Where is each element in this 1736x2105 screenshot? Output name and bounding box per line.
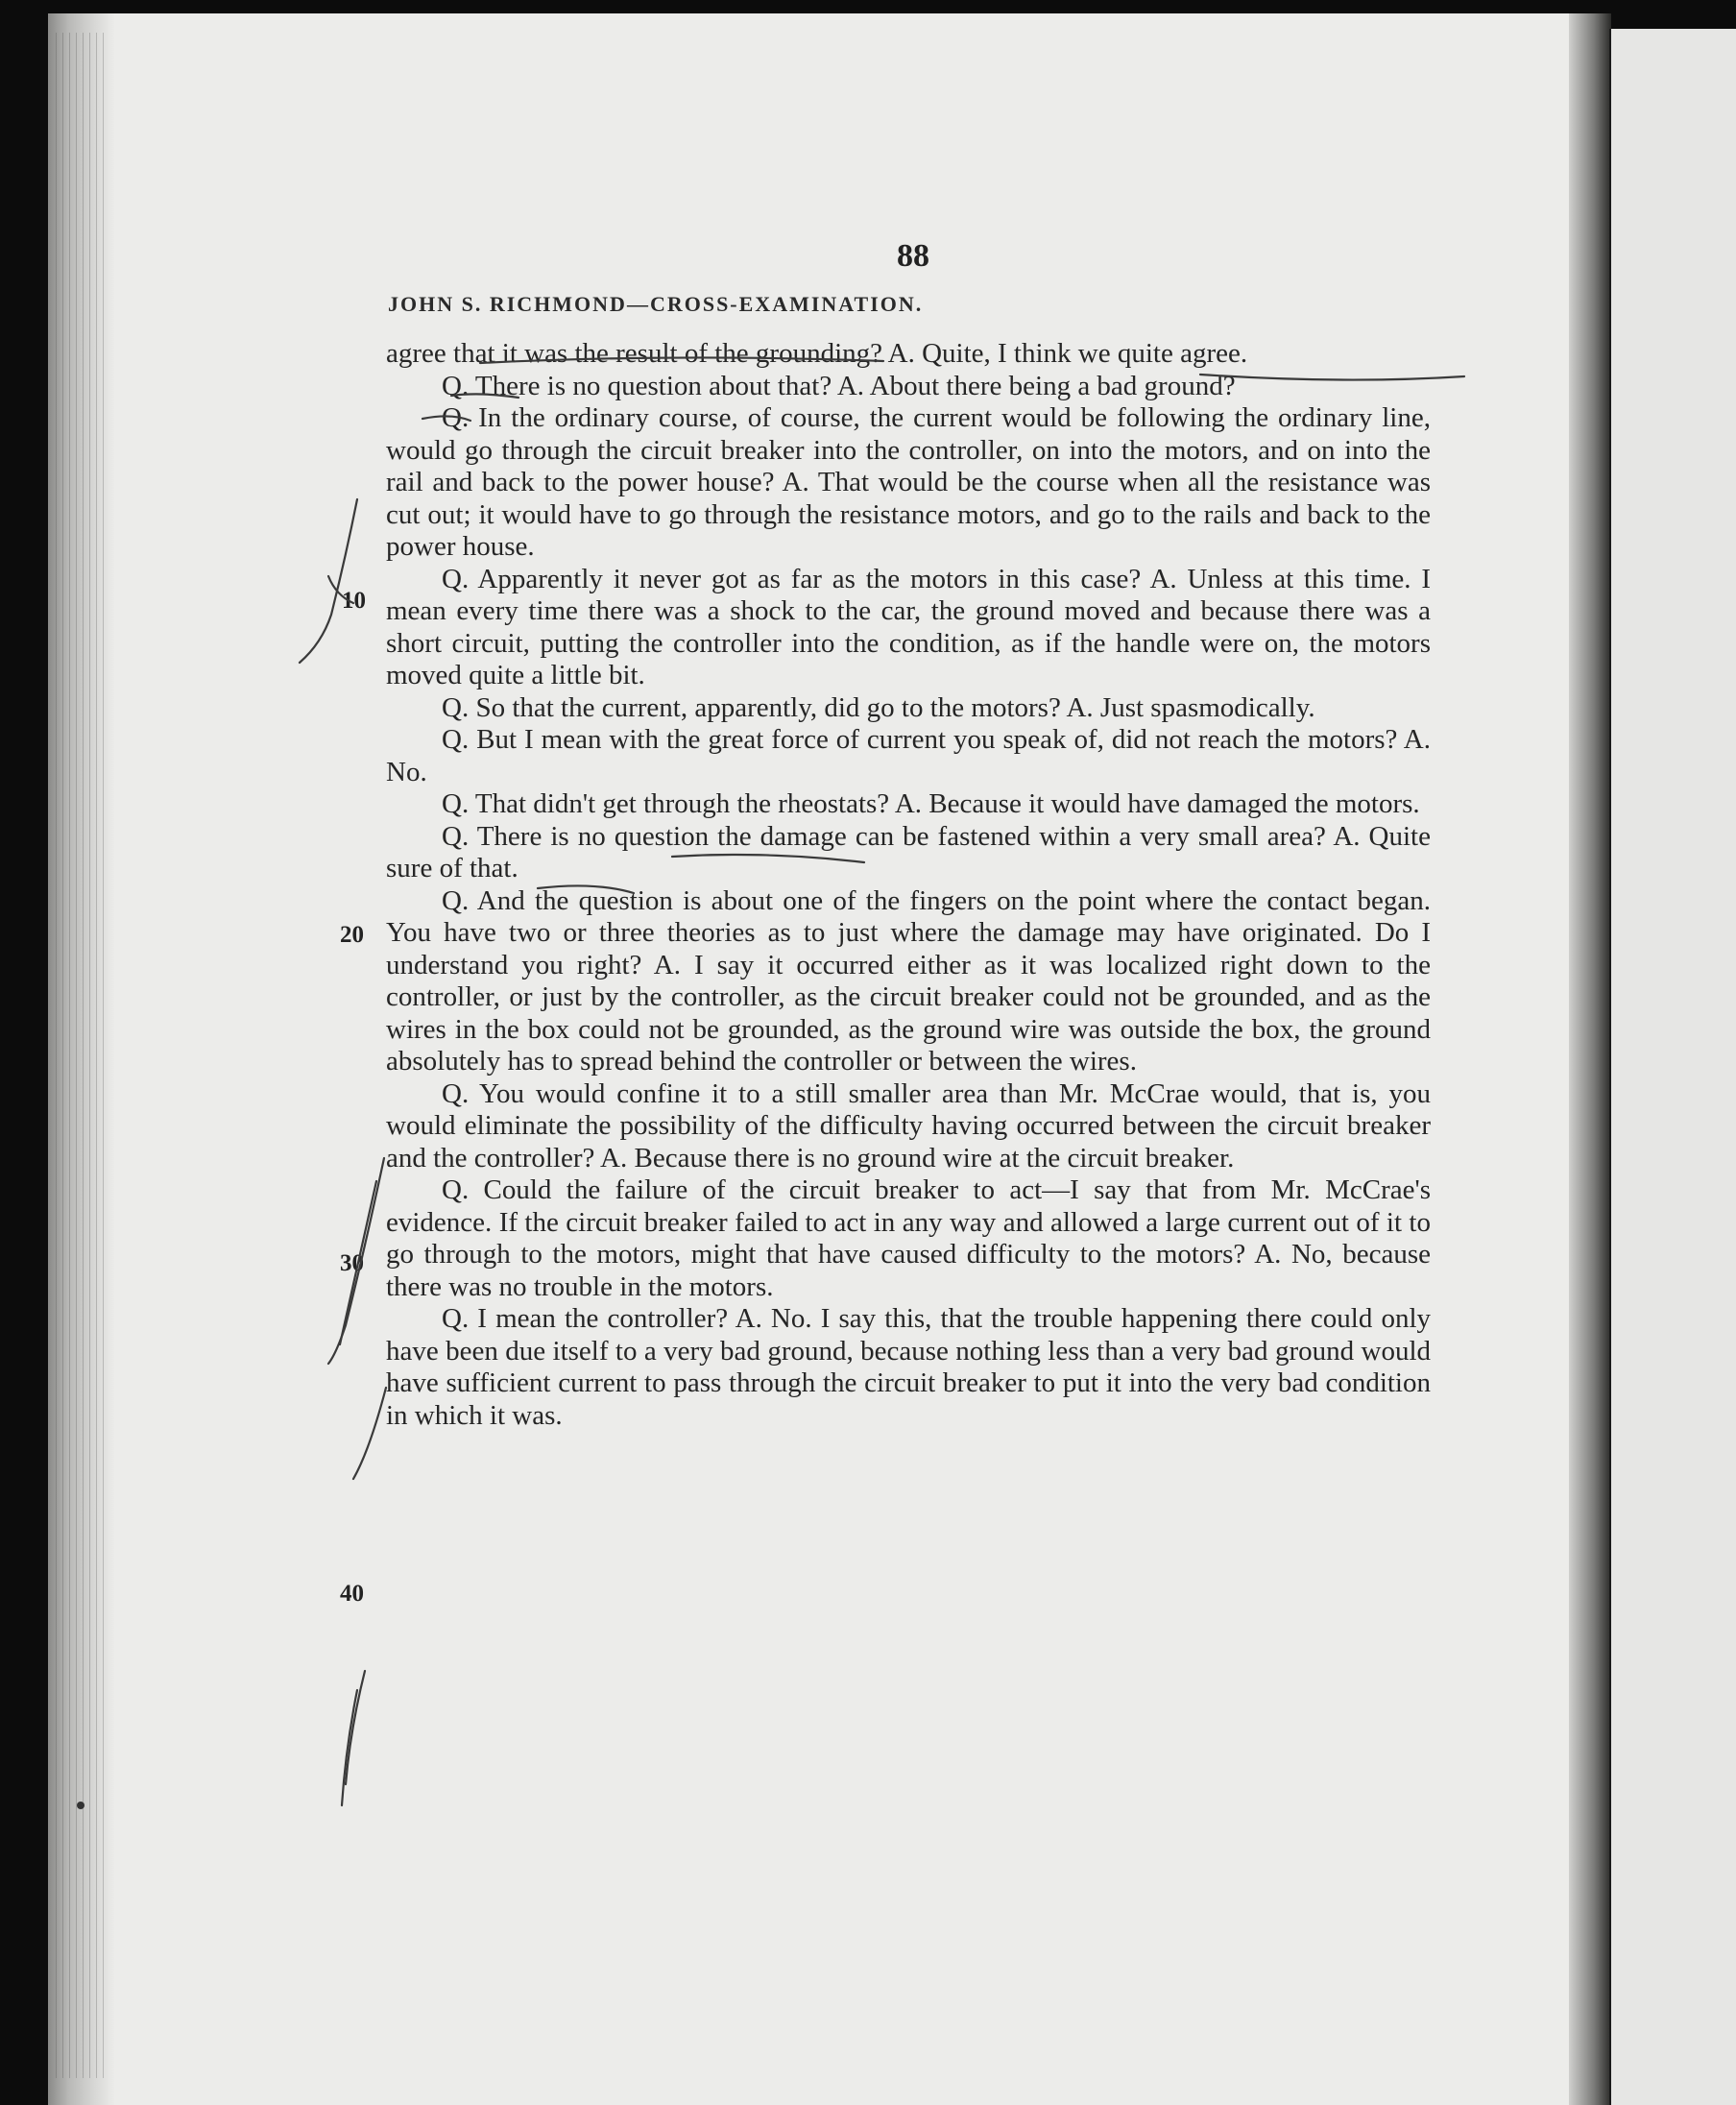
paragraph: Q. In the ordinary course, of course, the current would be following the ordinary line, would go through the circuit breaker into the controller, on into the motors, and on into the rail and back to the power house? A. That would be the course when all the resistance was cut out; it would have to go through the resistance motors, and go to the rails and back to the power house.: [386, 402, 1431, 562]
paragraph: Q. I mean the controller? A. No. I say this, that the trouble happening there could only have been due itself to a very bad ground, because nothing less than a very bad ground would have sufficient current to pass through the circuit breaker to put it into the very bad condition in which it was.: [386, 1303, 1431, 1431]
line-number: 40: [340, 1581, 364, 1607]
facing-page: [1611, 29, 1736, 2105]
page-number: 88: [897, 238, 929, 274]
page-edge-texture: [56, 33, 104, 2078]
paragraph: Q. There is no question about that? A. About there being a bad ground?: [442, 370, 1236, 401]
page-edge: [48, 13, 115, 2105]
paragraph: Q. Could the failure of the circuit breaker to act—I say that from Mr. McCrae's evidence. If the circuit breaker failed to act in any way and allowed a large current out of it to go through to the motors, might that have caused difficulty to the motors? A. No, because there was no trouble in the motors.: [386, 1174, 1431, 1302]
body-text: [386, 338, 1431, 1432]
line-number: 30: [340, 1250, 364, 1276]
paragraph: Q. You would confine it to a still smaller area than Mr. McCrae would, that is, you would eliminate the possibility of the difficulty having occurred between the circuit breaker and the controller? A. Because there is no ground wire at the circuit breaker.: [386, 1077, 1431, 1173]
paragraph: Q. Apparently it never got as far as the motors in this case? A. Unless at this time. I mean every time there was a shock to the car, the ground moved and because there was a short circuit, putting the controller into the condition, as if the handle were on, the motors moved quite a little bit.: [386, 563, 1431, 690]
paragraph: agree that it was the result of the grounding? A. Quite, I think we quite agree.: [386, 338, 1248, 369]
paragraph: Q. That didn't get through the rheostats? A. Because it would have damaged the motors.: [442, 788, 1420, 819]
paragraph: Q. And the question is about one of the fingers on the point where the contact began. You have two or three theories as to just where the damage may have originated. Do I understand you right? A. I say it occurred either as it was localized right down to the controller, or just by the controller, as the circuit breaker could not be grounded, and as the wires in the box could not be grounded, as the ground wire was outside the box, the ground absolutely has to spread behind the controller or between the wires.: [386, 884, 1431, 1077]
running-head: JOHN S. RICHMOND—CROSS-EXAMINATION.: [388, 292, 924, 316]
line-number: 20: [340, 922, 364, 948]
binding-gutter: [1569, 13, 1611, 2105]
paragraph: Q. There is no question the damage can be fastened within a very small area? A. Quite sure of that.: [386, 820, 1431, 883]
margin-dot: [77, 1802, 84, 1809]
paragraph: Q. So that the current, apparently, did go to the motors? A. Just spasmodically.: [442, 691, 1315, 723]
paragraph: Q. But I mean with the great force of current you speak of, did not reach the motors? A. No.: [386, 724, 1431, 787]
line-number: 10: [342, 588, 366, 614]
